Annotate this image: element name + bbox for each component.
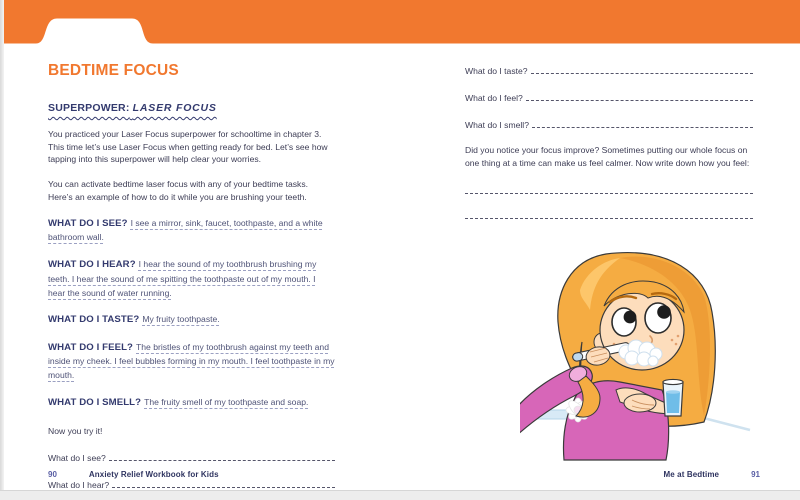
write-in-line — [532, 127, 753, 128]
page-edge-left — [0, 0, 4, 500]
intro-paragraph-1: You practiced your Laser Focus superpower for schooltime in chapter 3. This time let’s use Laser Focus when getting ready for bed. Let’s see how tapping into this superpower will help clear your worries. — [48, 129, 328, 165]
qa-answer: The bristles of my toothbrush against my teeth and inside my cheek. I feel bubbles forming in my mouth. I feel toothpaste in my mouth. — [48, 341, 335, 381]
chapter-title: Me at Bedtime — [663, 470, 720, 479]
write-in-line — [109, 460, 335, 461]
qa-label: WHAT DO I TASTE? — [48, 314, 140, 326]
qa-answer: I hear the sound of my toothbrush brushing my teeth. I hear the sound of me spitting the toothpaste out of my mouth. I hear the sound of water running. — [48, 259, 317, 298]
write-in-prompt-hear — [48, 480, 335, 490]
page-edge-bottom — [0, 490, 800, 500]
superpower-name: LASER FOCUS — [132, 102, 217, 114]
qa-answer: I see a mirror, sink, faucet, toothpaste, and a white bathroom wall. — [48, 217, 323, 243]
qa-label: WHAT DO I SMELL? — [48, 397, 142, 409]
intro-paragraph-2: You can activate bedtime laser focus with any of your bedtime tasks. Here’s an example of how to do it while you are brushing your teeth. — [48, 179, 309, 202]
write-in-line — [465, 193, 753, 194]
left-page-number: 90 — [48, 470, 57, 479]
qa-label: WHAT DO I SEE? — [48, 217, 128, 229]
write-in-prompt-feel — [465, 93, 753, 103]
qa-example-feel — [48, 340, 335, 383]
qa-label: WHAT DO I HEAR? — [48, 259, 136, 271]
write-in-line — [465, 218, 753, 219]
water-glass — [663, 379, 683, 416]
try-it-text: Now you try it! — [48, 425, 103, 436]
qa-example-hear — [48, 257, 335, 300]
prompt-label: What do I feel? — [465, 93, 523, 103]
write-in-line — [112, 487, 335, 488]
write-in-line — [526, 100, 753, 101]
book-title: Anxiety Relief Workbook for Kids — [88, 470, 219, 479]
page-title: BEDTIME FOCUS — [48, 62, 179, 79]
right-page-number: 91 — [751, 470, 760, 479]
write-in-prompt-see — [48, 453, 335, 463]
prompt-label: What do I taste? — [465, 66, 528, 76]
qa-example-taste — [48, 312, 335, 328]
left-page — [48, 44, 335, 490]
right-page — [465, 44, 753, 219]
qa-answer: The fruity smell of my toothpaste and soap. — [144, 397, 309, 408]
write-in-line — [531, 73, 753, 74]
prompt-label: What do I smell? — [465, 120, 529, 130]
qa-label: WHAT DO I FEEL? — [48, 341, 133, 353]
prompt-label: What do I hear? — [48, 479, 110, 490]
prompt-label: What do I see? — [48, 452, 106, 463]
left-footer — [48, 470, 219, 479]
orange-banner — [0, 0, 800, 46]
superpower-label: SUPERPOWER: — [48, 102, 130, 114]
qa-example-smell — [48, 395, 335, 411]
write-in-prompt-taste — [465, 66, 753, 76]
girl-brushing-teeth-illustration — [520, 250, 752, 462]
write-in-prompt-smell — [465, 120, 753, 130]
qa-answer: My fruity toothpaste. — [142, 314, 220, 325]
superpower-heading — [48, 102, 217, 114]
closing-paragraph: Did you notice your focus improve? Sometimes putting our whole focus on one thing at a time can make us feel calmer. Now write down how you feel: — [465, 145, 750, 168]
qa-example-see — [48, 216, 335, 245]
right-footer — [664, 470, 760, 479]
